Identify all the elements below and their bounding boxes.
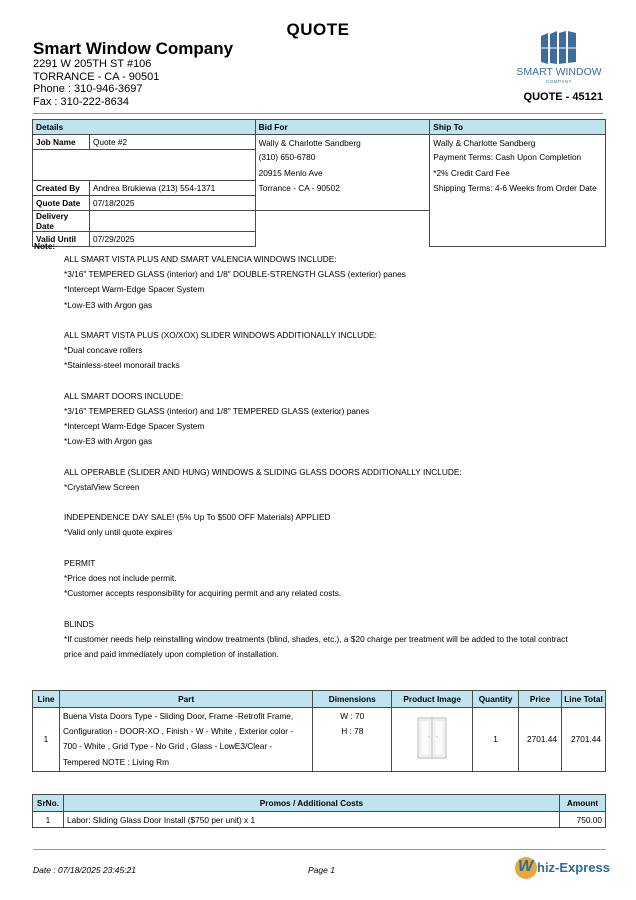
footer-page-number: Page 1 <box>308 865 335 875</box>
note-line <box>64 495 604 510</box>
part-desc-line: Configuration - DOOR-XO , Finish - W - White , Exterior color - <box>62 726 294 737</box>
sliding-door-image <box>417 717 447 759</box>
part-height: H : 78 <box>341 726 364 737</box>
ship-to-empty <box>430 232 606 247</box>
note-line: *3/16" TEMPERED GLASS (interior) and 1/8" DOUBLE-STRENGTH GLASS (exterior) panes <box>64 269 406 280</box>
note-line: *Customer accepts responsibility for acquiring permit and any related costs. <box>64 588 342 599</box>
note-line: *If customer needs help reinstalling window treatments (blind, shades, etc.), a $20 charge per treatment will be added to the total contract <box>64 633 568 644</box>
part-line-number: 1 <box>33 708 60 772</box>
table-row <box>33 708 606 772</box>
company-block <box>33 39 233 108</box>
note-line: ALL SMART VISTA PLUS (XO/XOX) SLIDER WINDOWS ADDITIONALLY INCLUDE: <box>64 329 377 340</box>
quote-date-label: Quote Date <box>33 195 90 210</box>
bid-for-header: Bid For <box>255 120 430 135</box>
job-name-value: Quote #2 <box>89 135 255 150</box>
col-header-srno: SrNo. <box>33 795 64 812</box>
logo-subtext: COMPANY <box>546 79 572 84</box>
note-line <box>64 541 604 556</box>
col-header-price: Price <box>519 691 562 708</box>
note-line: price and paid immediately upon completion of installation. <box>64 648 279 659</box>
footer-date: Date : 07/18/2025 23:45:21 <box>33 865 137 875</box>
promo-amount: 750.00 <box>560 812 606 828</box>
note-line <box>64 374 604 389</box>
details-spacer <box>33 165 256 180</box>
promos-table <box>32 794 606 828</box>
company-logo <box>514 30 604 90</box>
note-line <box>64 601 604 616</box>
details-header: Details <box>33 120 256 135</box>
part-desc-line: Tempered NOTE : Living Rm <box>62 756 170 767</box>
part-desc-line: Buena Vista Doors Type - Sliding Door, Frame -Retrofit Frame, <box>62 711 294 721</box>
note-line <box>64 449 604 464</box>
note-line: INDEPENDENCE DAY SALE! (5% Up To $500 OFF Materials) APPLIED <box>64 512 331 523</box>
company-name: Smart Window Company <box>33 39 234 58</box>
ship-to-line: Shipping Terms: 4-6 Weeks from Order Date <box>430 180 606 195</box>
company-fax: Fax : 310-222-8634 <box>33 95 130 108</box>
ship-to-line: Payment Terms: Cash Upon Completion <box>430 150 606 165</box>
note-line: *Low-E3 with Argon gas <box>64 299 153 310</box>
col-header-part: Part <box>59 691 312 708</box>
created-by-label: Created By <box>33 180 90 195</box>
notes-block <box>64 252 604 662</box>
created-by-value: Andrea Brukiewa (213) 554-1371 <box>89 180 255 195</box>
brand-mark-letter: W <box>518 858 534 875</box>
company-address-line1: 2291 W 205TH ST #106 <box>33 58 152 70</box>
col-header-amount: Amount <box>560 795 606 812</box>
bid-for-empty <box>255 195 430 210</box>
part-line-total: 2701.44 <box>561 708 605 772</box>
col-header-line: Line <box>33 691 60 708</box>
brand-wordmark: hiz-Express <box>537 860 610 875</box>
promo-description: Labor: Sliding Glass Door Install ($750 per unit) x 1 <box>63 812 559 828</box>
part-price: 2701.44 <box>519 708 562 772</box>
footer-divider <box>33 849 606 850</box>
brand-mark-icon <box>515 857 537 879</box>
note-line: *3/16" TEMPERED GLASS (interior) and 1/8" TEMPERED GLASS (exterior) panes <box>64 405 370 416</box>
note-line: ALL SMART VISTA PLUS AND SMART VALENCIA WINDOWS INCLUDE: <box>64 254 337 264</box>
blank-cell <box>255 211 430 232</box>
window-panes-icon <box>539 30 581 64</box>
delivery-date-value <box>89 211 255 232</box>
ship-to-line: Wally & Charlotte Sandberg <box>430 135 606 150</box>
logo-text: SMART WINDOW <box>516 66 602 78</box>
quote-number: QUOTE - 45121 <box>523 91 603 103</box>
details-spacer <box>33 150 256 165</box>
part-quantity: 1 <box>473 708 519 772</box>
ship-to-empty <box>430 211 606 232</box>
ship-to-header: Ship To <box>430 120 606 135</box>
note-line: *Low-E3 with Argon gas <box>64 436 153 447</box>
note-line: *CrystalView Screen <box>64 481 140 492</box>
header-divider <box>33 113 603 114</box>
bid-for-line: 20915 Menlo Ave <box>255 165 430 180</box>
note-line: *Dual concave rollers <box>64 345 143 356</box>
promo-srno: 1 <box>33 812 64 828</box>
note-line: *Stainless-steel monorail tracks <box>64 360 180 371</box>
note-line: *Price does not include permit. <box>64 572 177 583</box>
part-dimensions <box>313 708 392 772</box>
bid-for-line: (310) 650-6780 <box>255 150 430 165</box>
note-line: *Valid only until quote expires <box>64 527 173 538</box>
ship-to-line: *2% Credit Card Fee <box>430 165 606 180</box>
note-line: PERMIT <box>64 557 96 568</box>
ship-to-empty <box>430 195 606 210</box>
quote-date-value: 07/18/2025 <box>89 195 255 210</box>
parts-table <box>32 690 606 772</box>
bid-for-line: Torrance - CA - 90502 <box>255 180 430 195</box>
company-phone: Phone : 310-946-3697 <box>33 83 143 95</box>
col-header-product-image: Product Image <box>392 691 473 708</box>
document-title: QUOTE <box>286 20 350 39</box>
table-row <box>33 812 606 828</box>
product-image-cell <box>392 708 473 772</box>
col-header-promos: Promos / Additional Costs <box>63 795 559 812</box>
part-width: W : 70 <box>340 711 365 721</box>
bid-for-line: Wally & Charlotte Sandberg <box>255 135 430 150</box>
company-address-line2: TORRANCE - CA - 90501 <box>33 70 160 83</box>
part-desc-line: 700 - White , Grid Type - No Grid , Glass - LowE3/Clear - <box>62 741 273 752</box>
info-table <box>32 119 606 247</box>
note-line: *Intercept Warm-Edge Spacer System <box>64 284 205 295</box>
col-header-line-total: Line Total <box>561 691 605 708</box>
note-line: *Intercept Warm-Edge Spacer System <box>64 421 205 432</box>
note-line: BLINDS <box>64 618 94 629</box>
delivery-date-label: Delivery Date <box>33 211 90 232</box>
blank-cell <box>255 232 430 247</box>
note-line <box>64 313 604 328</box>
valid-until-value: 07/29/2025 <box>89 232 255 247</box>
col-header-quantity: Quantity <box>473 691 519 708</box>
valid-until-label: Valid Until <box>33 232 90 247</box>
part-description <box>59 708 312 772</box>
col-header-dimensions: Dimensions <box>313 691 392 708</box>
note-label: Note: <box>34 241 56 251</box>
job-name-label: Job Name <box>33 135 90 150</box>
note-line: ALL SMART DOORS INCLUDE: <box>64 390 184 401</box>
note-line: ALL OPERABLE (SLIDER AND HUNG) WINDOWS & SLIDING GLASS DOORS ADDITIONALLY INCLUDE: <box>64 466 462 477</box>
